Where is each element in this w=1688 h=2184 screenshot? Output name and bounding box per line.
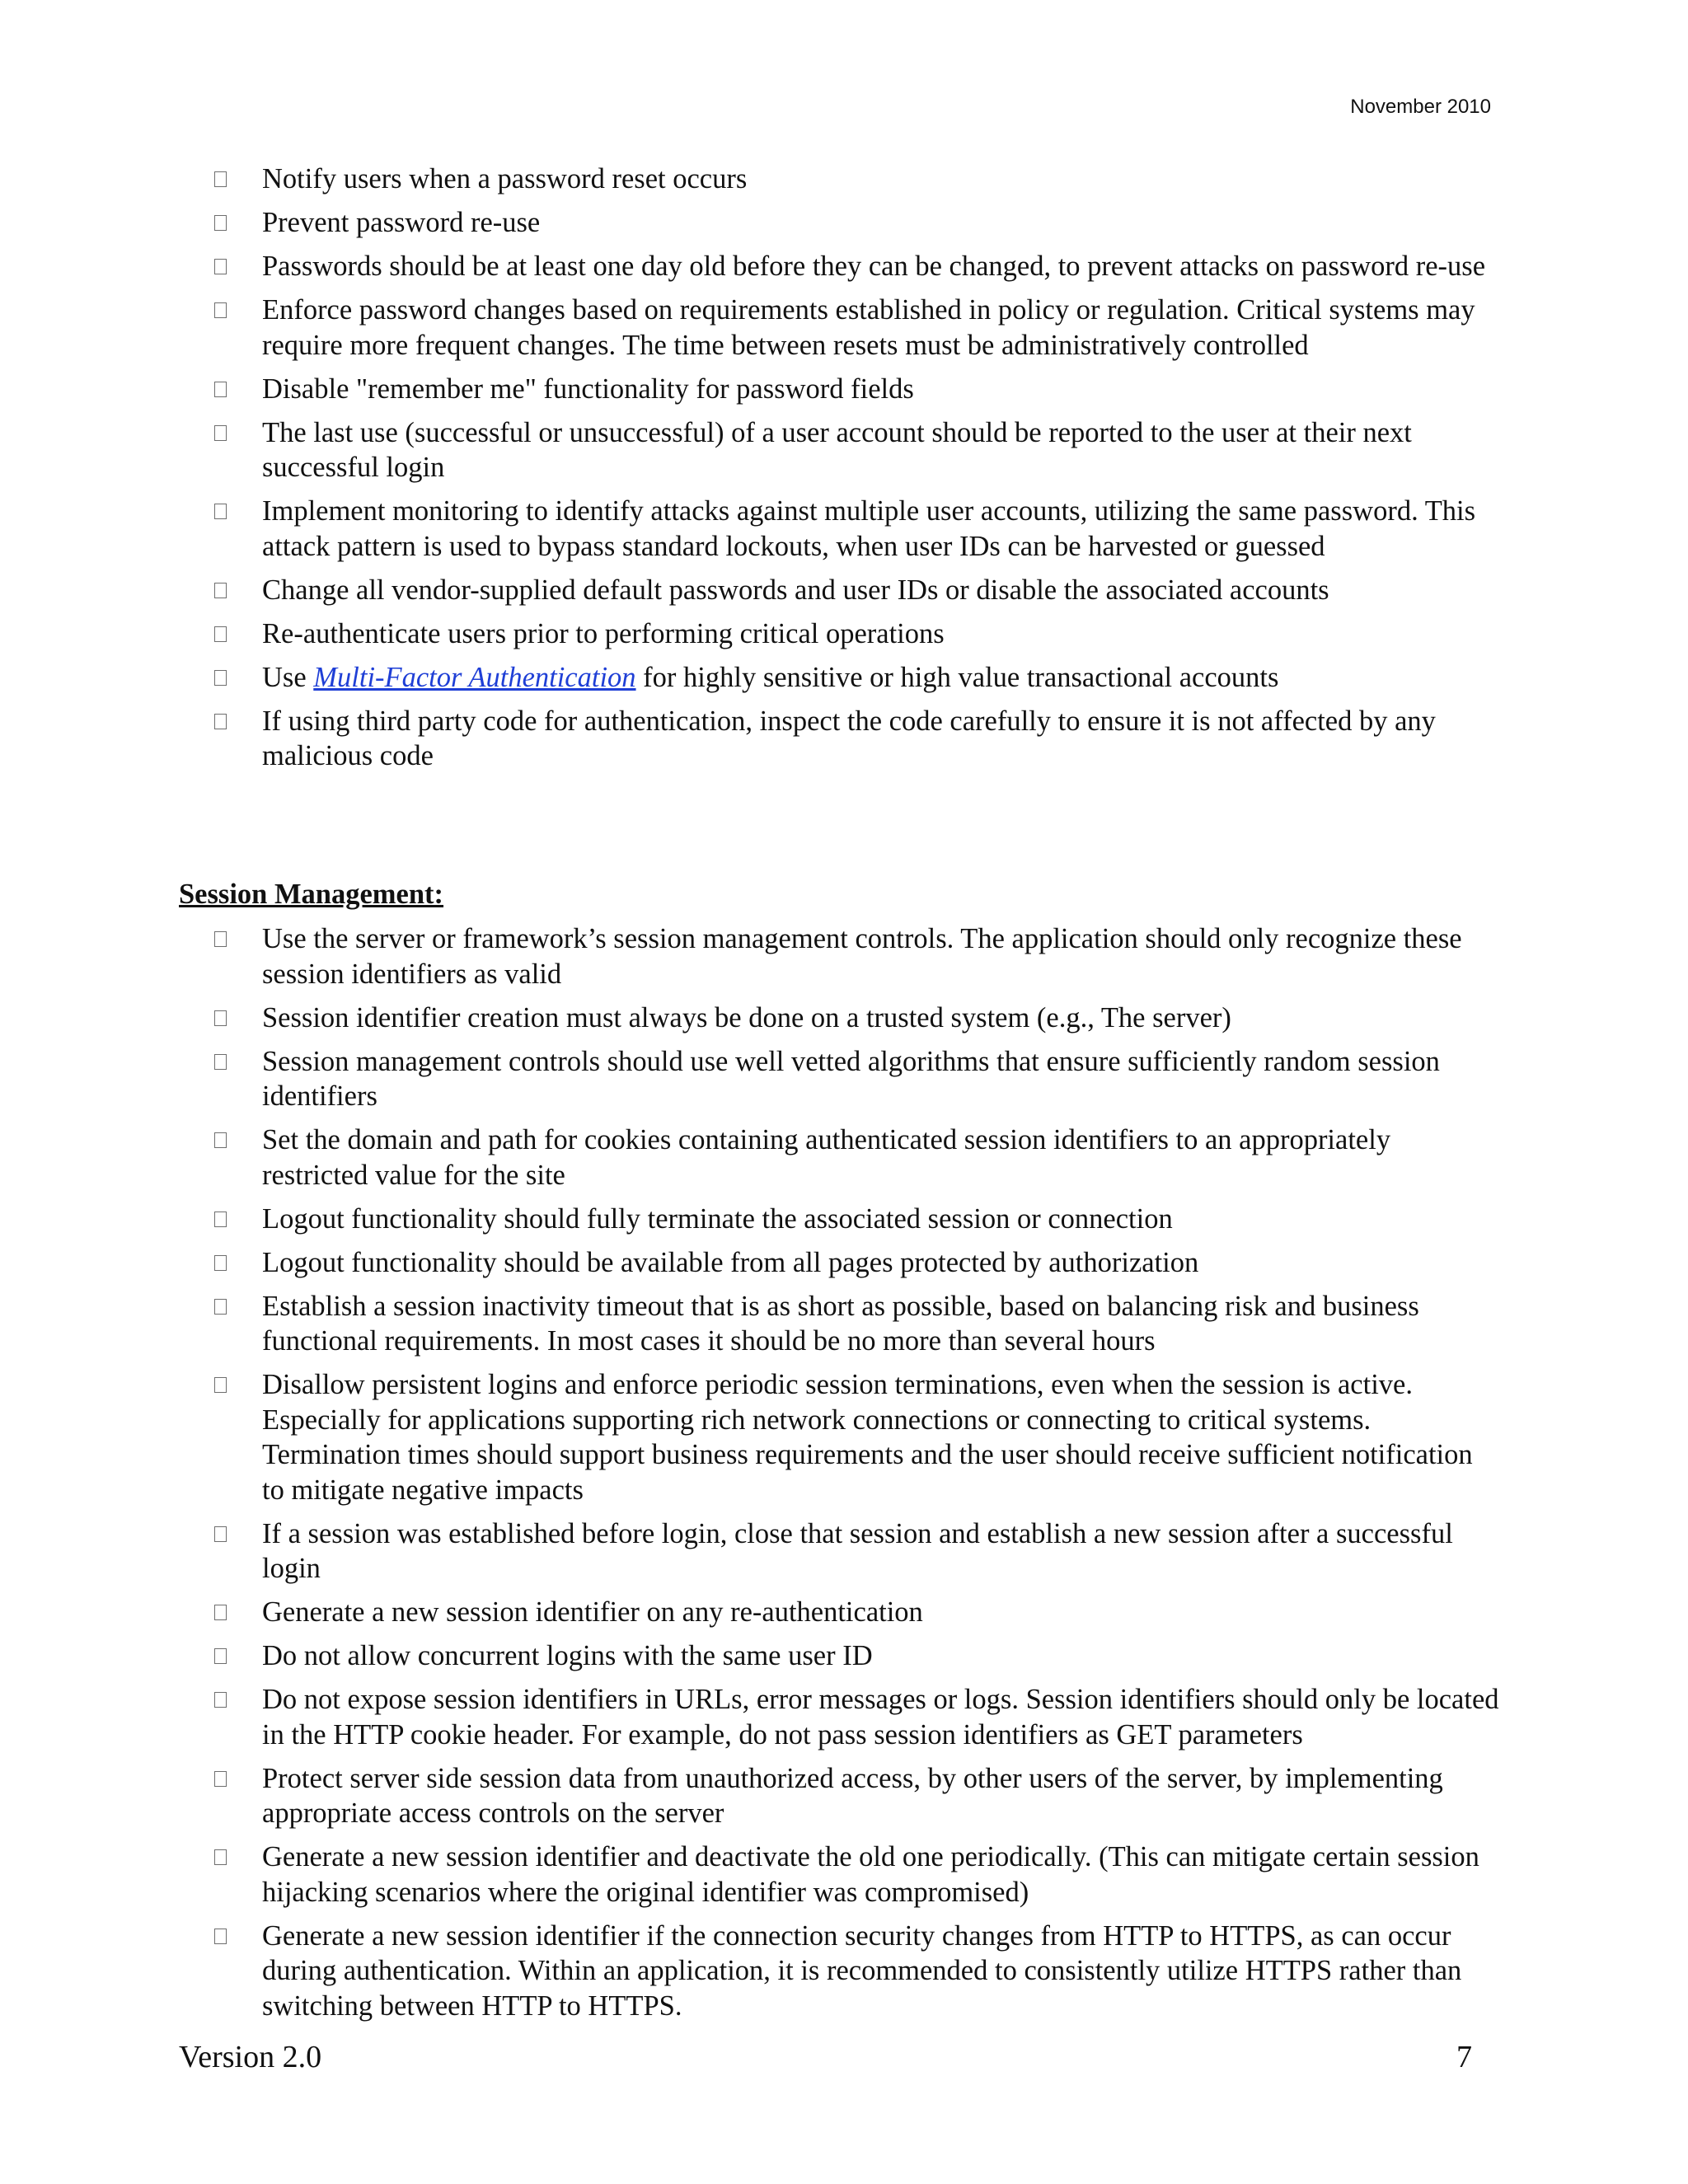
item-text-prefix: Use	[262, 661, 314, 693]
checkbox-icon	[214, 626, 227, 642]
checklist-item	[214, 1516, 1500, 1586]
checklist-item	[214, 1245, 1500, 1281]
item-text: Implement monitoring to identify attacks against multiple user accounts, utilizing the same password. This attack pattern is used to bypass standard lockouts, when user IDs can be harvested or guessed	[262, 495, 1476, 562]
checkbox-icon	[214, 259, 227, 274]
item-text-suffix: for highly sensitive or high value transactional accounts	[635, 661, 1279, 693]
checkbox-icon	[214, 504, 227, 519]
item-text: Disallow persistent logins and enforce periodic session terminations, even when the session is active. Especially for applications supporting rich network connections or connecting to critical systems. Termination times should support business requirements and the user should receive sufficient notification to mitigate negative impacts	[262, 1369, 1473, 1506]
checkbox-icon	[214, 171, 227, 187]
checkbox-icon	[214, 1010, 227, 1026]
item-text: Session management controls should use well vetted algorithms that ensure sufficiently random session identifiers	[262, 1045, 1440, 1112]
checkbox-icon	[214, 1648, 227, 1664]
item-text: The last use (successful or unsuccessful) of a user account should be reported to the user at their next successful login	[262, 416, 1412, 483]
item-text: Logout functionality should fully terminate the associated session or connection	[262, 1202, 1173, 1235]
item-text: If using third party code for authentication, inspect the code carefully to ensure it is not affected by any malicious code	[262, 705, 1436, 771]
checklist-item	[214, 249, 1500, 284]
checklist-item	[214, 704, 1500, 774]
item-text: Protect server side session data from unauthorized access, by other users of the server, by implementing appropriate access controls on the server	[262, 1762, 1443, 1829]
checkbox-icon	[214, 1255, 227, 1271]
item-text: Disable "remember me" functionality for password fields	[262, 373, 914, 405]
item-text: If a session was established before login, close that session and establish a new session after a successful login	[262, 1517, 1453, 1584]
checklist-item	[214, 1367, 1500, 1507]
checkbox-icon	[214, 1132, 227, 1148]
checkbox-icon	[214, 215, 227, 231]
checklist-item	[214, 1289, 1500, 1359]
checklist-item	[214, 415, 1500, 485]
item-text: Do not allow concurrent logins with the same user ID	[262, 1640, 873, 1671]
checklist-item	[214, 1122, 1500, 1193]
multi-factor-authentication-link[interactable]: Multi-Factor Authentication	[313, 661, 636, 693]
checklist-item	[214, 660, 1500, 696]
checklist-item	[214, 494, 1500, 564]
checkbox-icon	[214, 931, 227, 947]
section-heading-session-management: Session Management:	[179, 879, 444, 910]
checkbox-icon	[214, 1526, 227, 1542]
checkbox-icon	[214, 382, 227, 397]
checklist-item	[214, 205, 1500, 241]
checkbox-icon	[214, 425, 227, 441]
checkbox-icon	[214, 1054, 227, 1070]
checklist-item	[214, 1595, 1500, 1630]
authentication-checklist	[214, 162, 1500, 782]
checkbox-icon	[214, 1929, 227, 1944]
checklist-item	[214, 1001, 1500, 1036]
item-text: Passwords should be at least one day old before they can be changed, to prevent attacks on password re-use	[262, 251, 1486, 282]
checkbox-icon	[214, 583, 227, 598]
checklist-item	[214, 162, 1500, 197]
checkbox-icon	[214, 1692, 227, 1708]
checkbox-icon	[214, 1771, 227, 1787]
checklist-item	[214, 1638, 1500, 1674]
item-text: Prevent password re-use	[262, 207, 541, 238]
checklist-item	[214, 1840, 1500, 1910]
checkbox-icon	[214, 1212, 227, 1227]
item-text: Generate a new session identifier and deactivate the old one periodically. (This can mitigate certain session hijacking scenarios where the original identifier was compromised)	[262, 1841, 1479, 1908]
checklist-item	[214, 616, 1500, 652]
checklist-item	[214, 921, 1500, 991]
item-text: Generate a new session identifier on any re-authentication	[262, 1596, 923, 1628]
checklist-item	[214, 1682, 1500, 1752]
item-text: Notify users when a password reset occurs	[262, 163, 748, 194]
checkbox-icon	[214, 714, 227, 729]
checklist-item	[214, 573, 1500, 608]
item-text: Set the domain and path for cookies containing authenticated session identifiers to an appropriately restricted value for the site	[262, 1124, 1391, 1191]
footer-version: Version 2.0	[179, 2040, 322, 2074]
checkbox-icon	[214, 670, 227, 686]
checklist-item	[214, 1044, 1500, 1114]
session-management-checklist	[214, 921, 1500, 2032]
item-text: Change all vendor-supplied default passwords and user IDs or disable the associated accounts	[262, 574, 1329, 606]
item-text: Session identifier creation must always be done on a trusted system (e.g., The server)	[262, 1001, 1231, 1033]
checkbox-icon	[214, 1605, 227, 1620]
checklist-item	[214, 1919, 1500, 2024]
item-text: Enforce password changes based on requirements established in policy or regulation. Critical systems may require more frequent changes. The time between resets must be administratively controlled	[262, 294, 1475, 361]
checklist-item	[214, 1761, 1500, 1831]
checkbox-icon	[214, 1849, 227, 1865]
checkbox-icon	[214, 1377, 227, 1393]
checklist-item	[214, 293, 1500, 363]
item-text: Do not expose session identifiers in URLs, error messages or logs. Session identifiers should only be located in the HTTP cookie header. For example, do not pass session identifiers as GET parameters	[262, 1684, 1499, 1750]
item-text: Generate a new session identifier if the connection security changes from HTTP to HTTPS, as can occur during authentication. Within an application, it is recommended to consistently utilize HTTPS rather than switching between HTTP to HTTPS.	[262, 1919, 1462, 2022]
item-text: Use the server or framework’s session management controls. The application should only recognize these session identifiers as valid	[262, 923, 1462, 990]
checkbox-icon	[214, 302, 227, 318]
page-number: 7	[1456, 2040, 1472, 2074]
item-text: Logout functionality should be available from all pages protected by authorization	[262, 1246, 1199, 1278]
checkbox-icon	[214, 1299, 227, 1315]
checklist-item	[214, 1202, 1500, 1237]
checklist-item	[214, 372, 1500, 407]
item-text: Establish a session inactivity timeout that is as short as possible, based on balancing risk and business functional requirements. In most cases it should be no more than several hours	[262, 1290, 1419, 1357]
page-date: November 2010	[1350, 96, 1491, 118]
item-text: Re-authenticate users prior to performing critical operations	[262, 617, 945, 649]
